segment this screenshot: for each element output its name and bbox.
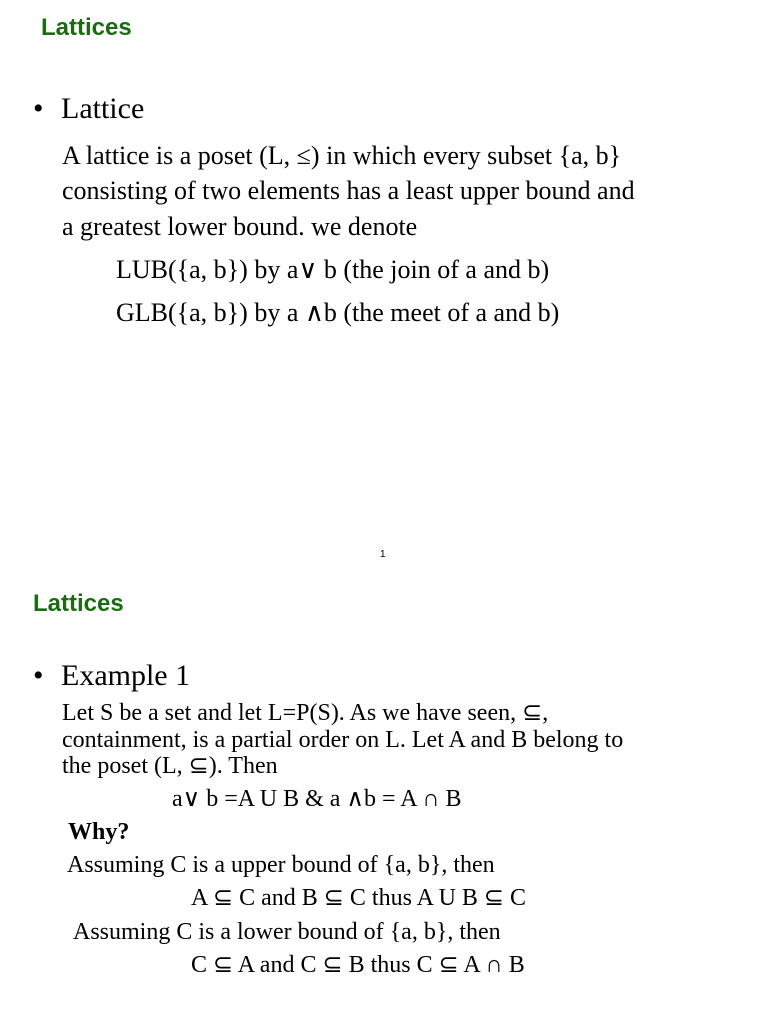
slide-1-glb-line: GLB({a, b}) by a ∧b (the meet of a and b) <box>116 298 560 327</box>
slide-2 <box>0 576 768 1024</box>
slide-2-line-3: the poset (L, ⊆). Then <box>62 753 278 779</box>
slide-1-bullet-text: Lattice <box>61 92 145 125</box>
slide-2-line-1: Let S be a set and let L=P(S). As we have seen, ⊆, <box>62 700 549 726</box>
slide-2-lower-bound-line: Assuming C is a lower bound of {a, b}, then <box>73 919 501 945</box>
bullet-dot-icon: • <box>33 659 44 692</box>
slide-1-line-2: consisting of two elements has a least upper bound and <box>62 176 635 205</box>
slide-1-line-3: a greatest lower bound. we denote <box>62 212 418 241</box>
slide-1-bullet <box>33 92 144 126</box>
slide-2-why: Why? <box>68 819 130 845</box>
slide-2-line-2: containment, is a partial order on L. Let A and B belong to <box>62 727 624 753</box>
slide-2-upper-bound-line: Assuming C is a upper bound of {a, b}, then <box>67 852 495 878</box>
slide-2-bullet <box>33 659 190 693</box>
page-number: 1 <box>380 549 386 560</box>
bullet-dot-icon: • <box>33 92 44 125</box>
slide-2-lower-bound-result: C ⊆ A and C ⊆ B thus C ⊆ A ∩ B <box>191 952 525 978</box>
slide-1-line-1: A lattice is a poset (L, ≤) in which every subset {a, b} <box>62 141 622 170</box>
slide-1-title: Lattices <box>41 14 132 41</box>
slide-2-bullet-text: Example 1 <box>61 659 191 692</box>
slide-2-join-meet-line: a∨ b =A U B & a ∧b = A ∩ B <box>172 786 462 812</box>
slide-2-title: Lattices <box>33 590 124 617</box>
slide-1-lub-line: LUB({a, b}) by a∨ b (the join of a and b) <box>116 255 550 284</box>
slide-2-upper-bound-result: A ⊆ C and B ⊆ C thus A U B ⊆ C <box>191 885 527 911</box>
